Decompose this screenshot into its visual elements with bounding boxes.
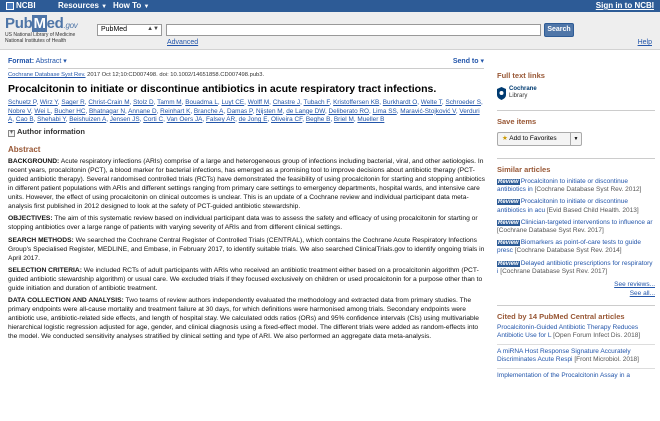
- send-to-menu[interactable]: Send to ▾: [452, 58, 484, 65]
- author-link[interactable]: Bhatnagar N: [89, 107, 125, 115]
- similar-article-title[interactable]: Procalcitonin to initiate or discontinue antibiotics in: [497, 178, 628, 194]
- author-link[interactable]: Annane D: [128, 107, 157, 115]
- author-link[interactable]: de Jong E: [238, 116, 268, 124]
- abstract-section-text: Acute respiratory infections (ARIs) comprise of a large and heterogeneous group of infections including bacterial, viral, and other aetiologies. In recent years, procalcitonin (PCT), a blood marker for bacterial infections, has emerged as a promising tool to improve decisions about antibiotic therapy (PCT-guided antibiotic therapy). Several randomised controlled trials (RCTs) have demonstrated the feasibility of using procalcitonin for starting and stopping antibiotics in different patient populations with ARIs and different settings ranging from primary care settings to emergency departments, hospital wards, and intensive care units. However, the effect of using procalcitonin on clinical outcomes is unclear. This is an update of a Cochrane review and individual participant data meta-analysis first published in 2012 designed to look at the safety of PCT-guided antibiotic stewardship.: [8, 157, 485, 211]
- similar-article-item[interactable]: [497, 198, 655, 214]
- cited-by-heading: Cited by 14 PubMed Central articles: [497, 312, 625, 322]
- author-link[interactable]: de Lange DW: [286, 107, 325, 115]
- author-link[interactable]: Sager R: [61, 99, 85, 106]
- review-badge: Review: [498, 179, 519, 185]
- cited-article-source: [Front Microbiol. 2018]: [574, 356, 639, 364]
- author-link[interactable]: Deliberato RO: [328, 107, 369, 115]
- similar-article-title[interactable]: Delayed antibiotic prescriptions for respiratory i: [497, 259, 653, 275]
- similar-article-source: [Evid Based Child Health. 2013]: [546, 206, 639, 214]
- author-link[interactable]: Schuetz P: [8, 99, 37, 106]
- format-select[interactable]: Abstract ▾: [35, 58, 67, 65]
- author-link[interactable]: Stolz D: [133, 99, 154, 106]
- ncbi-top-bar: [0, 0, 660, 12]
- author-link[interactable]: Reinhart K: [160, 107, 191, 115]
- author-link[interactable]: Wei L: [34, 107, 51, 115]
- divider: [8, 68, 484, 69]
- ncbi-logo-icon: [6, 2, 14, 10]
- similar-article-source: [Cochrane Database Syst Rev. 2017]: [500, 267, 608, 275]
- cited-by-list: [497, 324, 655, 380]
- abstract-section: [8, 266, 486, 293]
- author-info-toggle[interactable]: + Author information: [9, 126, 85, 136]
- full-text-heading: Full text links: [497, 71, 545, 80]
- author-link[interactable]: Welte T: [420, 99, 442, 106]
- see-reviews-link[interactable]: See reviews...: [614, 281, 655, 289]
- star-icon: ★: [502, 135, 508, 142]
- help-link[interactable]: Help: [637, 39, 652, 46]
- citation: Cochrane Database Syst Rev. 2017 Oct 12;10:CD007498. doi: 10.1002/14651858.CD007498.pub3.: [8, 72, 265, 78]
- abstract-section-text: We searched the Cochrane Central Register of Controlled Trials (CENTRAL), which contains the Cochrane Acute Respiratory Infections Group's Specialised Register, MEDLINE, and Embase, in February 2017, to identify suitable trials. We also searched ClinicalTrials.gov to identify ongoing trials in April 2017.: [8, 236, 485, 262]
- howto-menu[interactable]: How To ▼: [113, 1, 150, 10]
- author-link[interactable]: Falsey AR: [205, 116, 236, 124]
- sign-in-link[interactable]: Sign in to NCBI: [595, 1, 654, 10]
- format-label: Format:: [8, 58, 35, 65]
- abstract-section: [8, 296, 486, 341]
- review-badge: Review: [498, 199, 519, 206]
- author-link[interactable]: Beishuizen A: [69, 116, 107, 124]
- author-link[interactable]: Verduri A: [8, 107, 480, 124]
- chevron-down-icon: ▾: [63, 58, 67, 65]
- abstract-section-label: SELECTION CRITERIA:: [8, 266, 82, 274]
- cited-article-source: [Open Forum Infect Dis. 2018]: [553, 332, 641, 340]
- abstract-heading: Abstract: [8, 144, 41, 154]
- author-link[interactable]: Damas P: [226, 107, 253, 115]
- search-button[interactable]: Search: [544, 23, 574, 37]
- author-link[interactable]: Christ-Crain M: [88, 99, 130, 106]
- cited-article-item[interactable]: [497, 324, 655, 341]
- pubmed-logo[interactable]: PubMed.gov US National Library of Medicine National Institutes of Health: [5, 15, 78, 44]
- similar-articles-heading: Similar articles: [497, 165, 551, 174]
- author-link[interactable]: Wolff M: [247, 99, 270, 106]
- add-to-favorites-button[interactable]: ★ Add to Favorites ▼: [497, 132, 582, 146]
- article-main: [8, 72, 486, 342]
- cited-article-title[interactable]: Implementation of the Procalcitonin Assay in a: [497, 371, 630, 379]
- author-link[interactable]: Shehabi Y: [37, 116, 66, 124]
- chevron-down-icon: ▲▼: [147, 26, 159, 32]
- author-link[interactable]: Briel M: [333, 116, 354, 124]
- similar-article-title[interactable]: Procalcitonin to initiate or discontinue antibiotics in acu: [497, 198, 628, 214]
- cited-article-item[interactable]: [497, 368, 655, 380]
- chevron-down-icon: ▼: [101, 4, 108, 10]
- similar-article-item[interactable]: [497, 260, 655, 276]
- review-badge: Review: [498, 260, 519, 267]
- abstract-section-label: BACKGROUND:: [8, 157, 60, 165]
- author-link[interactable]: Schroeder S: [445, 99, 481, 106]
- database-select[interactable]: PubMed ▲▼: [97, 24, 162, 36]
- similar-article-item[interactable]: [497, 239, 655, 255]
- search-input[interactable]: [166, 24, 541, 36]
- abstract-section: [8, 214, 486, 232]
- similar-article-source: [Cochrane Database Syst Rev. 2017]: [497, 227, 604, 235]
- cochrane-link[interactable]: Cochrane Library: [497, 86, 655, 100]
- abstract-section-text: We included RCTs of adult participants with ARIs who received an antibiotic treatment either based on a procalcitonin algorithm (PCT-guided antibiotic stewardship algorithm) or usual care. We excluded trials if they focused exclusively on children or used procalcitonin for a purpose other than to guide initiation and duration of antibiotic treatment.: [8, 266, 483, 292]
- author-link[interactable]: Van Oers JA: [166, 116, 203, 124]
- save-items-heading: Save items: [497, 117, 537, 126]
- abstract-section-label: DATA COLLECTION AND ANALYSIS:: [8, 297, 124, 305]
- cited-article-item[interactable]: [497, 344, 655, 365]
- author-link[interactable]: Lima SS: [372, 107, 397, 115]
- abstract-section: [8, 236, 486, 263]
- author-link[interactable]: Tamm M: [157, 99, 182, 106]
- author-link[interactable]: Bucher HC: [54, 107, 86, 115]
- similar-articles-list: [497, 178, 655, 276]
- author-link[interactable]: Kristoffersen KB: [333, 99, 380, 106]
- cited-article-title[interactable]: Procalcitonin-Guided Antibiotic Therapy Reduces Antibiotic Use for L: [497, 324, 639, 340]
- chevron-down-icon: ▼: [143, 4, 150, 10]
- author-link[interactable]: Wirz Y: [39, 99, 58, 106]
- journal-link[interactable]: Cochrane Database Syst Rev.: [8, 72, 86, 78]
- similar-article-item[interactable]: [497, 219, 655, 235]
- author-link[interactable]: Oliveira CF: [271, 116, 303, 124]
- author-link[interactable]: Mueller B: [357, 116, 385, 124]
- review-badge: Review: [498, 219, 519, 226]
- author-link[interactable]: Branche A: [193, 107, 224, 115]
- plus-icon: +: [9, 129, 14, 136]
- author-link[interactable]: Beghe B: [305, 116, 331, 124]
- similar-article-title[interactable]: Biomarkers as point-of-care tests to guide presc: [497, 239, 641, 255]
- advanced-search-link[interactable]: Advanced: [167, 39, 199, 46]
- similar-article-source: [Cochrane Database Syst Rev. 2012]: [534, 186, 642, 194]
- review-badge: Review: [498, 240, 519, 247]
- see-all-link[interactable]: See all...: [629, 290, 655, 298]
- format-bar: [8, 57, 484, 67]
- author-link[interactable]: Luyt CE: [221, 99, 245, 106]
- author-link[interactable]: Bouadma L: [185, 99, 218, 106]
- similar-article-title[interactable]: Clinician-targeted interventions to influence ar: [520, 218, 653, 226]
- author-link[interactable]: Nobre V: [8, 107, 31, 115]
- author-link[interactable]: Maravić-Stojković V: [400, 107, 456, 115]
- abstract-section-label: OBJECTIVES:: [8, 215, 53, 223]
- similar-article-source: [Cochrane Database Syst Rev. 2014]: [514, 247, 622, 255]
- abstract-body: [8, 157, 486, 342]
- sidebar: [497, 71, 655, 380]
- abstract-section-label: SEARCH METHODS:: [8, 236, 74, 244]
- author-link[interactable]: Burkhardt O: [382, 99, 418, 106]
- article-title: Procalcitonin to initiate or discontinue antibiotics in acute respiratory tract infections.: [8, 83, 437, 95]
- author-link[interactable]: Nijsten M: [256, 107, 283, 115]
- chevron-down-icon[interactable]: ▼: [570, 133, 581, 145]
- author-list: Schuetz P, Wirz Y, Sager R, Christ-Crain M, Stolz D, Tamm M, Bouadma L, Luyt CE, Wolff M, Chastre J, Tubach F, Kristoffersen KB, Burkhardt O, Welte T, Schroeder S, Nobre V, Wei L, Bucher HC, Bhatnagar N, Annane D, Reinhart K, Branche A, Damas P, Nijsten M, de Lange DW, Deliberato RO, Lima SS, Maravić-Stojković V, Verduri A, Cao B, Shehabi Y, Beishuizen A, Jensen JS, Corti C, Van Oers JA, Falsey AR, de Jong E, Oliveira CF, Beghe B, Briel M, Mueller B: [8, 99, 483, 124]
- resources-menu[interactable]: Resources ▼: [58, 1, 108, 10]
- ncbi-logo[interactable]: NCBI: [6, 1, 36, 10]
- abstract-section: [8, 157, 486, 212]
- similar-article-item[interactable]: [497, 178, 655, 194]
- author-link[interactable]: Jensen JS: [109, 116, 140, 124]
- abstract-section-text: The aim of this systematic review based on individual participant data was to assess the safety and efficacy of using procalcitonin for starting or stopping antibiotics over a large range of patients with varying severity of ARIs and from different clinical settings.: [8, 215, 478, 232]
- cochrane-logo-icon: [497, 87, 506, 100]
- author-link[interactable]: Cao B: [15, 116, 34, 124]
- abstract-section-text: Two teams of review authors independently evaluated the methodology and extracted data from primary studies. The primary endpoints were all-cause mortality and treatment failure at 30 days, for which definitions were harmonised among trials. Secondary endpoints were antibiotic use, antibiotic-related side effects, and length of hospital stay. We calculated odds ratios (ORs) and 95% confidence intervals (CIs) using multivariable hierarchical logistic regression adjusted for age, gender, and clinical diagnosis using a fixed-effect model. The different trials were added as random-effects into the model. We conducted sensitivity analyses stratified by clinical setting and type of ARI. We also performed an aggregate data meta-analysis.: [8, 297, 479, 341]
- chevron-down-icon: ▾: [480, 58, 484, 65]
- author-link[interactable]: Chastre J: [272, 99, 301, 106]
- author-link[interactable]: Tubach F: [303, 99, 330, 106]
- search-header: [0, 12, 660, 50]
- cited-article-title[interactable]: A miRNA Host Response Signature Accurately Discriminates Acute Respi: [497, 347, 631, 364]
- author-link[interactable]: Corti C: [143, 116, 164, 124]
